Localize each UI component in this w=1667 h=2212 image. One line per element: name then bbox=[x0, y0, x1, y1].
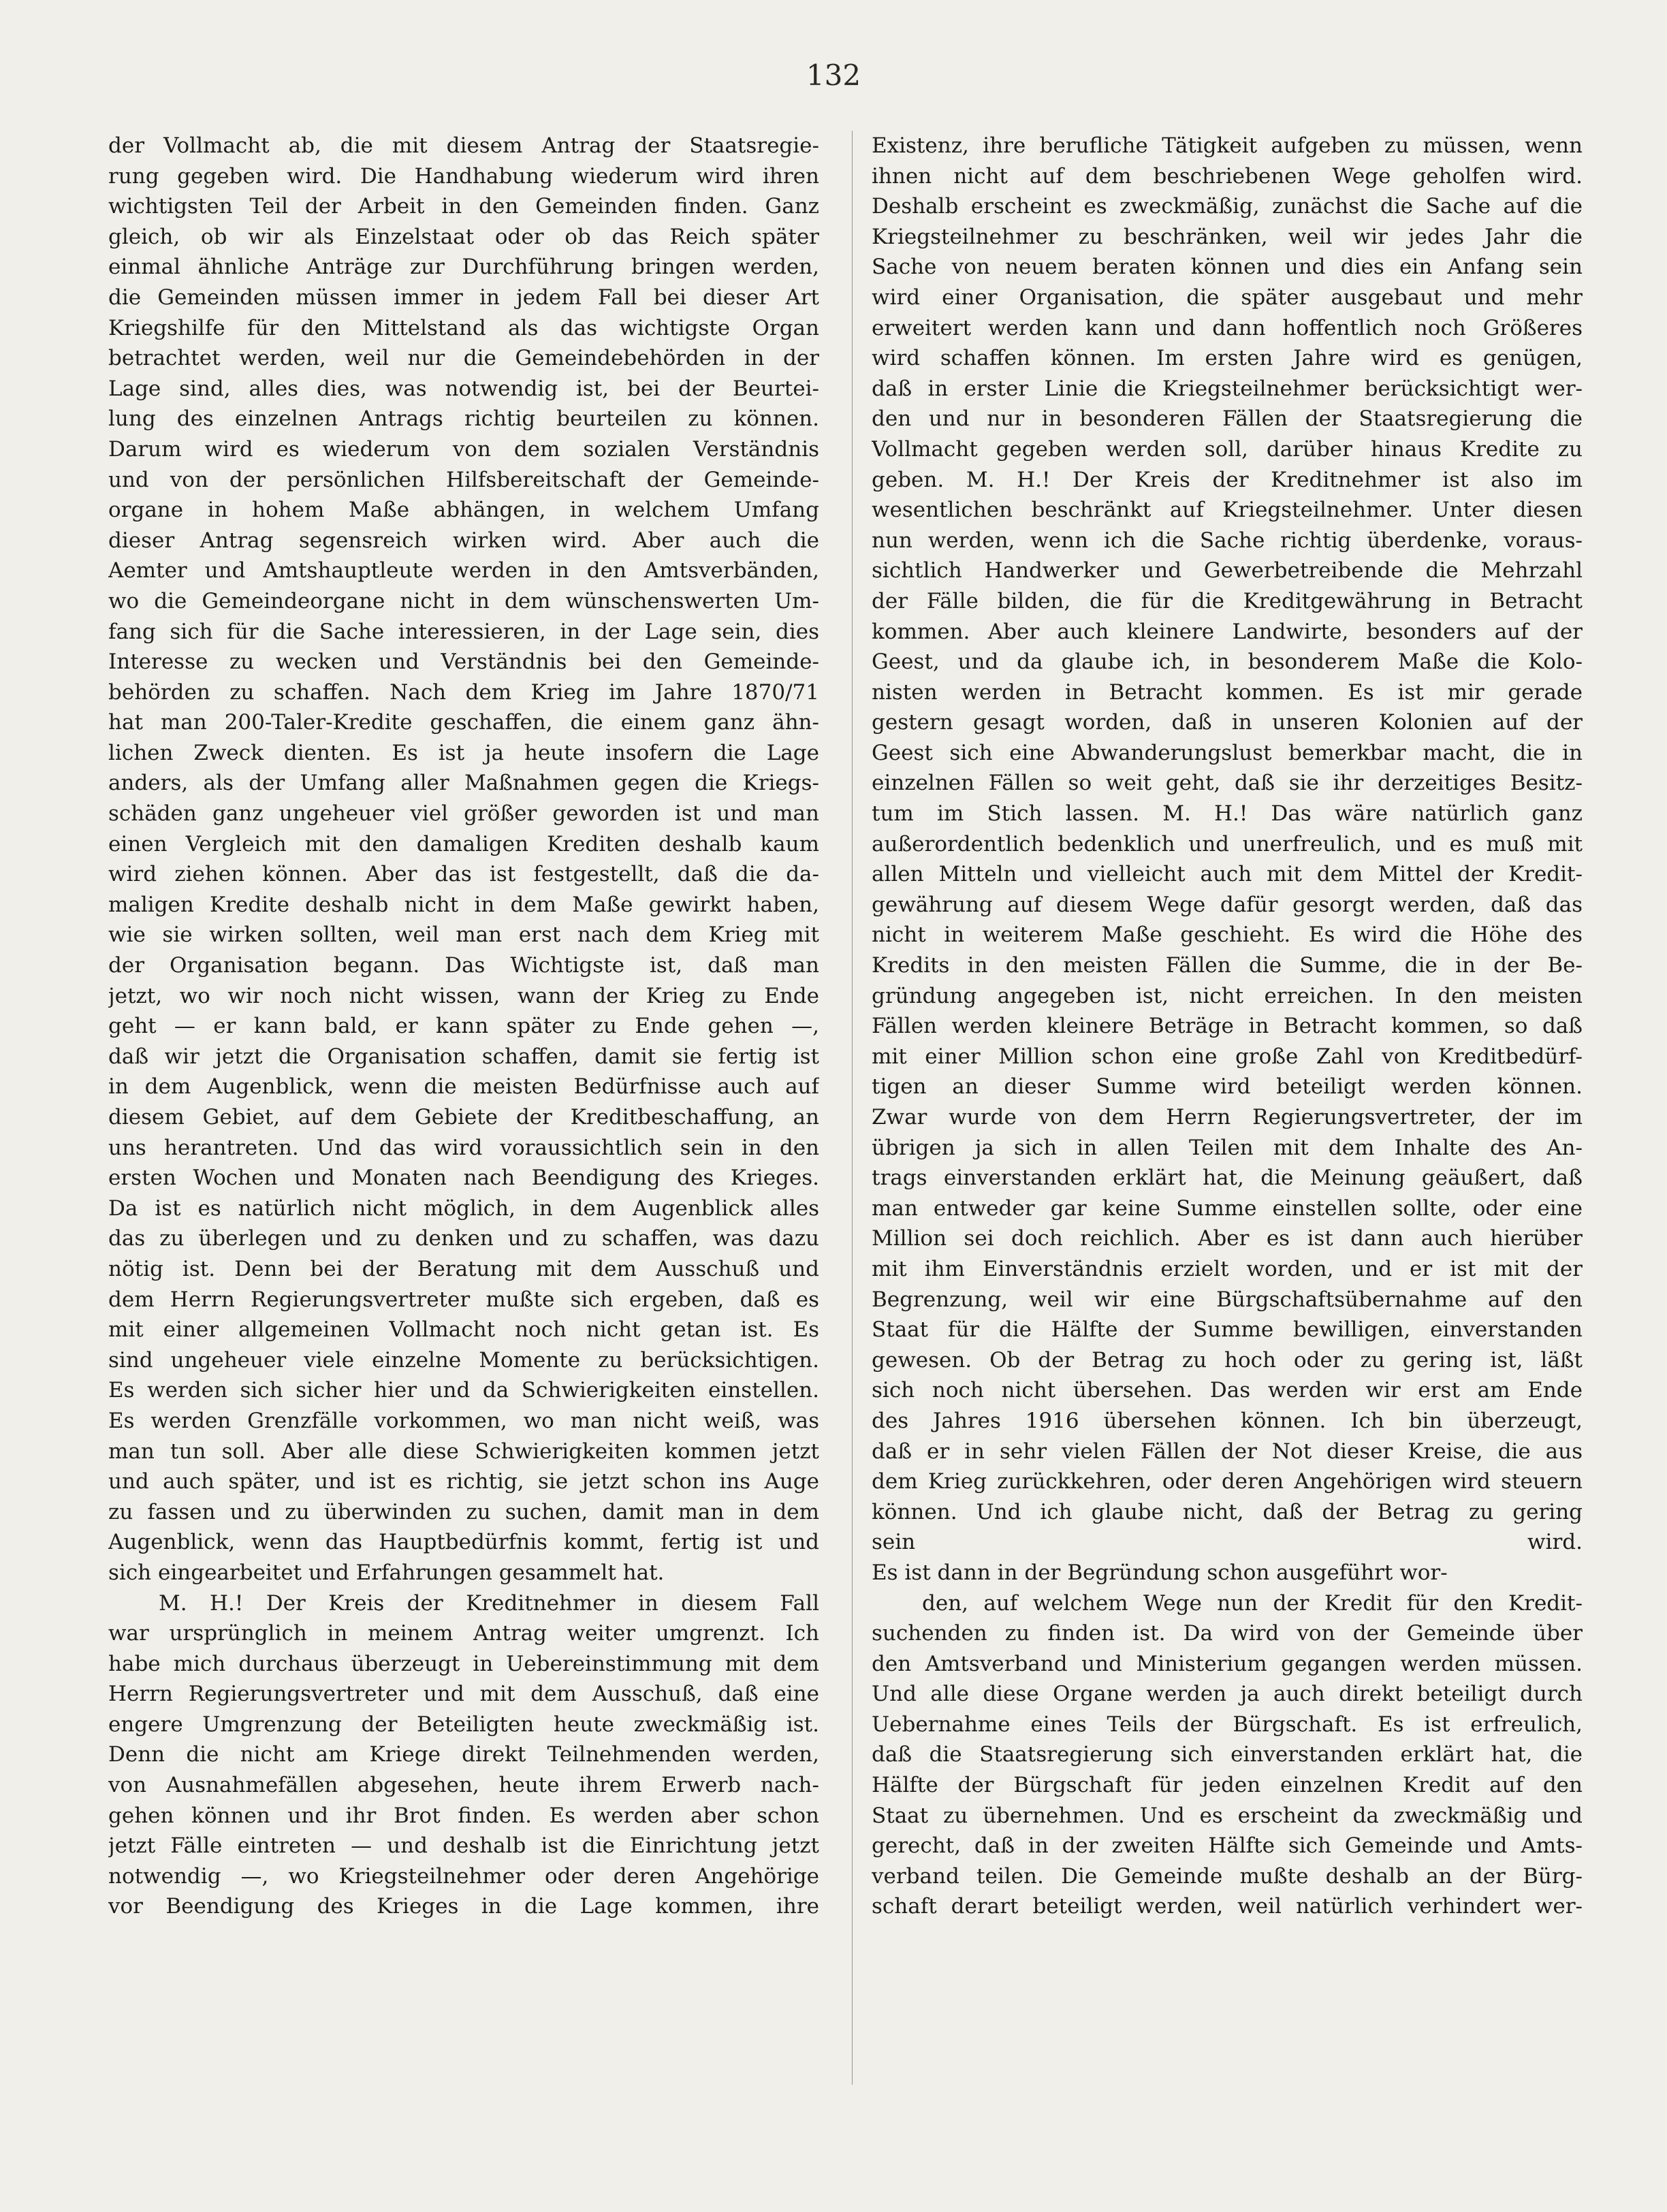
text-line: jetzt, wo wir noch nicht wissen, wann der Krieg zu Ende bbox=[108, 983, 819, 1008]
text-line: kommen. Aber auch kleinere Landwirte, besonders auf der bbox=[872, 619, 1583, 644]
text-line: Kriegshilfe für den Mittelstand als das wichtigste Organ bbox=[108, 315, 819, 340]
page-number: 132 bbox=[806, 59, 861, 92]
text-line: schaft derart beteiligt werden, weil natürlich verhindert wer- bbox=[872, 1894, 1583, 1919]
text-line: einzelnen Fällen so weit geht, daß sie ihr derzeitiges Besitz- bbox=[872, 771, 1583, 796]
text-line: gehen können und ihr Brot finden. Es werden aber schon bbox=[108, 1803, 819, 1828]
right-column bbox=[872, 131, 1583, 1922]
text-line: übrigen ja sich in allen Teilen mit dem Inhalte des An- bbox=[872, 1135, 1583, 1160]
text-line: einen Vergleich mit den damaligen Krediten deshalb kaum bbox=[108, 831, 819, 856]
text-line: gerecht, daß in der zweiten Hälfte sich Gemeinde und Amts- bbox=[872, 1833, 1583, 1859]
text-line: wird ziehen können. Aber das ist festgestellt, daß die da- bbox=[108, 862, 819, 887]
text-line: daß in erster Linie die Kriegsteilnehmer berücksichtigt wer- bbox=[872, 376, 1583, 401]
text-line: habe mich durchaus überzeugt in Uebereinstimmung mit dem bbox=[108, 1651, 819, 1676]
text-line: schäden ganz ungeheuer viel größer geworden ist und man bbox=[108, 801, 819, 827]
text-line: hat man 200-Taler-Kredite geschaffen, die einem ganz ähn- bbox=[108, 710, 819, 735]
text-line: war ursprünglich in meinem Antrag weiter umgrenzt. Ich bbox=[108, 1621, 819, 1646]
text-line: Uebernahme eines Teils der Bürgschaft. Es ist erfreulich, bbox=[872, 1712, 1583, 1737]
text-line: mit einer Million schon eine große Zahl von Kreditbedürf- bbox=[872, 1044, 1583, 1069]
text-line: maligen Kredite deshalb nicht in dem Maße gewirkt haben, bbox=[108, 892, 819, 917]
text-line: den Amtsverband und Ministerium gegangen werden müssen. bbox=[872, 1651, 1583, 1676]
text-line: der Organisation begann. Das Wichtigste ist, daß man bbox=[108, 953, 819, 978]
text-line: einmal ähnliche Anträge zur Durchführung bringen werden, bbox=[108, 255, 819, 280]
text-line: sich eingearbeitet und Erfahrungen gesammelt hat. bbox=[108, 1560, 665, 1585]
text-line: anders, als der Umfang aller Maßnahmen gegen die Kriegs- bbox=[108, 771, 819, 796]
text-line: Sache von neuem beraten können und dies ein Anfang sein bbox=[872, 255, 1583, 280]
text-line: nun werden, wenn ich die Sache richtig überdenke, voraus- bbox=[872, 528, 1583, 553]
text-line: Kredits in den meisten Fällen die Summe, die in der Be- bbox=[872, 953, 1583, 978]
text-line: Interesse zu wecken und Verständnis bei den Gemeinde- bbox=[108, 650, 819, 675]
text-line: den, auf welchem Wege nun der Kredit für den Kredit- bbox=[922, 1590, 1583, 1616]
text-line: Zwar wurde von dem Herrn Regierungsvertreter, der im bbox=[872, 1105, 1583, 1129]
text-line: können. Und ich glaube nicht, daß der Betrag zu gering bbox=[872, 1499, 1583, 1524]
column-divider bbox=[852, 131, 853, 2085]
text-line: das zu überlegen und zu denken und zu schaffen, was dazu bbox=[108, 1226, 819, 1251]
text-line: Geest, und da glaube ich, in besonderem Maße die Kolo- bbox=[872, 650, 1583, 675]
text-line: ihnen nicht auf dem beschriebenen Wege geholfen wird. bbox=[872, 163, 1583, 189]
text-line: wesentlichen beschränkt auf Kriegsteilnehmer. Unter diesen bbox=[872, 498, 1583, 523]
text-line: gründung angegeben ist, nicht erreichen. In den meisten bbox=[872, 983, 1583, 1008]
text-line: Es werden sich sicher hier und da Schwierigkeiten einstellen. bbox=[108, 1378, 819, 1403]
text-line: M. H.! Der Kreis der Kreditnehmer in diesem Fall bbox=[159, 1590, 819, 1616]
text-line: notwendig —, wo Kriegsteilnehmer oder deren Angehörige bbox=[108, 1863, 819, 1889]
text-line: Darum wird es wiederum von dem sozialen Verständnis bbox=[108, 436, 819, 462]
text-line: daß wir jetzt die Organisation schaffen, damit sie fertig ist bbox=[108, 1044, 819, 1069]
text-line: des Jahres 1916 übersehen können. Ich bin überzeugt, bbox=[872, 1408, 1583, 1433]
text-line: Staat zu übernehmen. Und es erscheint da zweckmäßig und bbox=[872, 1803, 1583, 1828]
text-line: sich noch nicht übersehen. Das werden wir erst am Ende bbox=[872, 1378, 1583, 1403]
text-line: Augenblick, wenn das Hauptbedürfnis kommt, fertig ist und bbox=[108, 1530, 819, 1555]
text-line: fang sich für die Sache interessieren, in der Lage sein, dies bbox=[108, 619, 819, 644]
text-line: und von der persönlichen Hilfsbereitschaft der Gemeinde- bbox=[108, 467, 819, 492]
text-line: wird einer Organisation, die später ausgebaut und mehr bbox=[872, 285, 1583, 310]
text-line: wie sie wirken sollten, weil man erst nach dem Krieg mit bbox=[108, 923, 819, 948]
text-line: geben. M. H.! Der Kreis der Kreditnehmer ist also im bbox=[872, 467, 1583, 492]
text-line: Existenz, ihre berufliche Tätigkeit aufgeben zu müssen, wenn bbox=[872, 133, 1583, 158]
text-line: Denn die nicht am Kriege direkt Teilnehmenden werden, bbox=[108, 1742, 819, 1767]
text-line: sind ungeheuer viele einzelne Momente zu berücksichtigen. bbox=[108, 1347, 819, 1373]
text-line: ersten Wochen und Monaten nach Beendigung des Krieges. bbox=[108, 1166, 819, 1191]
text-line: rung gegeben wird. Die Handhabung wiederum wird ihren bbox=[108, 163, 819, 189]
text-line: in dem Augenblick, wenn die meisten Bedürfnisse auch auf bbox=[108, 1074, 819, 1100]
text-line: mit ihm Einverständnis erzielt worden, und er ist mit der bbox=[872, 1256, 1583, 1281]
text-line: Kriegsteilnehmer zu beschränken, weil wir jedes Jahr die bbox=[872, 224, 1583, 249]
text-line: erweitert werden kann und dann hoffentlich noch Größeres bbox=[872, 315, 1583, 340]
text-line: man entweder gar keine Summe einstellen sollte, oder eine bbox=[872, 1196, 1583, 1221]
text-line: engere Umgrenzung der Beteiligten heute zweckmäßig ist. bbox=[108, 1712, 819, 1737]
text-line: Es ist dann in der Begründung schon ausgeführt wor- bbox=[872, 1560, 1448, 1585]
text-line: Hälfte der Bürgschaft für jeden einzelnen Kredit auf den bbox=[872, 1773, 1583, 1798]
text-line: jetzt Fälle eintreten — und deshalb ist die Einrichtung jetzt bbox=[108, 1833, 819, 1859]
text-line: zu fassen und zu überwinden zu suchen, damit man in dem bbox=[108, 1499, 819, 1524]
text-line: Vollmacht gegeben werden soll, darüber hinaus Kredite zu bbox=[872, 436, 1583, 462]
text-line: tum im Stich lassen. M. H.! Das wäre natürlich ganz bbox=[872, 801, 1583, 827]
text-line: Da ist es natürlich nicht möglich, in dem Augenblick alles bbox=[108, 1196, 819, 1221]
left-column bbox=[108, 131, 819, 1922]
text-line: gewesen. Ob der Betrag zu hoch oder zu gering ist, läßt bbox=[872, 1347, 1583, 1373]
text-line: wo die Gemeindeorgane nicht in dem wünschenswerten Um- bbox=[108, 588, 819, 613]
text-line: dem Krieg zurückkehren, oder deren Angehörigen wird steuern bbox=[872, 1469, 1583, 1494]
text-line: uns herantreten. Und das wird voraussichtlich sein in den bbox=[108, 1135, 819, 1160]
text-line: Aemter und Amtshauptleute werden in den Amtsverbänden, bbox=[108, 558, 819, 583]
text-line: trags einverstanden erklärt hat, die Meinung geäußert, daß bbox=[872, 1166, 1583, 1191]
text-line: behörden zu schaffen. Nach dem Krieg im Jahre 1870/71 bbox=[108, 679, 819, 705]
text-line: nötig ist. Denn bei der Beratung mit dem Ausschuß und bbox=[108, 1256, 819, 1281]
text-line: verband teilen. Die Gemeinde mußte deshalb an der Bürg- bbox=[872, 1863, 1583, 1889]
text-line: organe in hohem Maße abhängen, in welchem Umfang bbox=[108, 498, 819, 523]
text-line: wird schaffen können. Im ersten Jahre wird es genügen, bbox=[872, 346, 1583, 371]
text-line: geht — er kann bald, er kann später zu Ende gehen —, bbox=[108, 1014, 819, 1039]
text-line: Fällen werden kleinere Beträge in Betracht kommen, so daß bbox=[872, 1014, 1583, 1039]
text-line: dieser Antrag segensreich wirken wird. Aber auch die bbox=[108, 528, 819, 553]
text-line: Deshalb erscheint es zweckmäßig, zunächst die Sache auf die bbox=[872, 194, 1583, 219]
text-line: Herrn Regierungsvertreter und mit dem Ausschuß, daß eine bbox=[108, 1682, 819, 1707]
text-line: vor Beendigung des Krieges in die Lage kommen, ihre bbox=[108, 1894, 819, 1919]
text-line: Es werden Grenzfälle vorkommen, wo man nicht weiß, was bbox=[108, 1408, 819, 1433]
text-line: dem Herrn Regierungsvertreter mußte sich ergeben, daß es bbox=[108, 1287, 819, 1312]
text-line: man tun soll. Aber alle diese Schwierigkeiten kommen jetzt bbox=[108, 1439, 819, 1464]
text-line: daß er in sehr vielen Fällen der Not dieser Kreise, die aus bbox=[872, 1439, 1583, 1464]
text-line: gewährung auf diesem Wege dafür gesorgt werden, daß das bbox=[872, 892, 1583, 917]
text-line: allen Mitteln und vielleicht auch mit dem Mittel der Kredit- bbox=[872, 862, 1583, 887]
text-line: nicht in weiterem Maße geschieht. Es wird die Höhe des bbox=[872, 923, 1583, 948]
text-line: suchenden zu finden ist. Da wird von der Gemeinde über bbox=[872, 1621, 1583, 1646]
text-line: gestern gesagt worden, daß in unseren Kolonien auf der bbox=[872, 710, 1583, 735]
text-line: sichtlich Handwerker und Gewerbetreibende die Mehrzahl bbox=[872, 558, 1583, 583]
text-line: Und alle diese Organe werden ja auch direkt beteiligt durch bbox=[872, 1682, 1583, 1707]
text-line: Staat für die Hälfte der Summe bewilligen, einverstanden bbox=[872, 1317, 1583, 1343]
text-line: den und nur in besonderen Fällen der Staatsregierung die bbox=[872, 406, 1583, 432]
text-line: diesem Gebiet, auf dem Gebiete der Kreditbeschaffung, an bbox=[108, 1105, 819, 1129]
text-line: Geest sich eine Abwanderungslust bemerkbar macht, die in bbox=[872, 740, 1583, 765]
text-line: tigen an dieser Summe wird beteiligt werden können. bbox=[872, 1074, 1583, 1100]
text-line: nisten werden in Betracht kommen. Es ist mir gerade bbox=[872, 679, 1583, 705]
text-line: Lage sind, alles dies, was notwendig ist, bei der Beurtei- bbox=[108, 376, 819, 401]
text-line: die Gemeinden müssen immer in jedem Fall bei dieser Art bbox=[108, 285, 819, 310]
text-line: Begrenzung, weil wir eine Bürgschaftsübernahme auf den bbox=[872, 1287, 1583, 1312]
text-line: gleich, ob wir als Einzelstaat oder ob das Reich später bbox=[108, 224, 819, 249]
text-line: betrachtet werden, weil nur die Gemeindebehörden in der bbox=[108, 346, 819, 371]
text-line: lichen Zweck dienten. Es ist ja heute insofern die Lage bbox=[108, 740, 819, 765]
text-line: von Ausnahmefällen abgesehen, heute ihrem Erwerb nach- bbox=[108, 1773, 819, 1798]
text-line: wichtigsten Teil der Arbeit in den Gemeinden finden. Ganz bbox=[108, 194, 819, 219]
text-line: lung des einzelnen Antrags richtig beurteilen zu können. bbox=[108, 406, 819, 432]
text-line: mit einer allgemeinen Vollmacht noch nicht getan ist. Es bbox=[108, 1317, 819, 1343]
text-line: und auch später, und ist es richtig, sie jetzt schon ins Auge bbox=[108, 1469, 819, 1494]
text-line: Million sei doch reichlich. Aber es ist dann auch hierüber bbox=[872, 1226, 1583, 1251]
text-line: der Vollmacht ab, die mit diesem Antrag der Staatsregie- bbox=[108, 133, 819, 158]
text-line: der Fälle bilden, die für die Kreditgewährung in Betracht bbox=[872, 588, 1583, 613]
text-line: sein wird. bbox=[872, 1530, 1583, 1555]
text-line: daß die Staatsregierung sich einverstanden erklärt hat, die bbox=[872, 1742, 1583, 1767]
text-line: außerordentlich bedenklich und unerfreulich, und es muß mit bbox=[872, 831, 1583, 856]
